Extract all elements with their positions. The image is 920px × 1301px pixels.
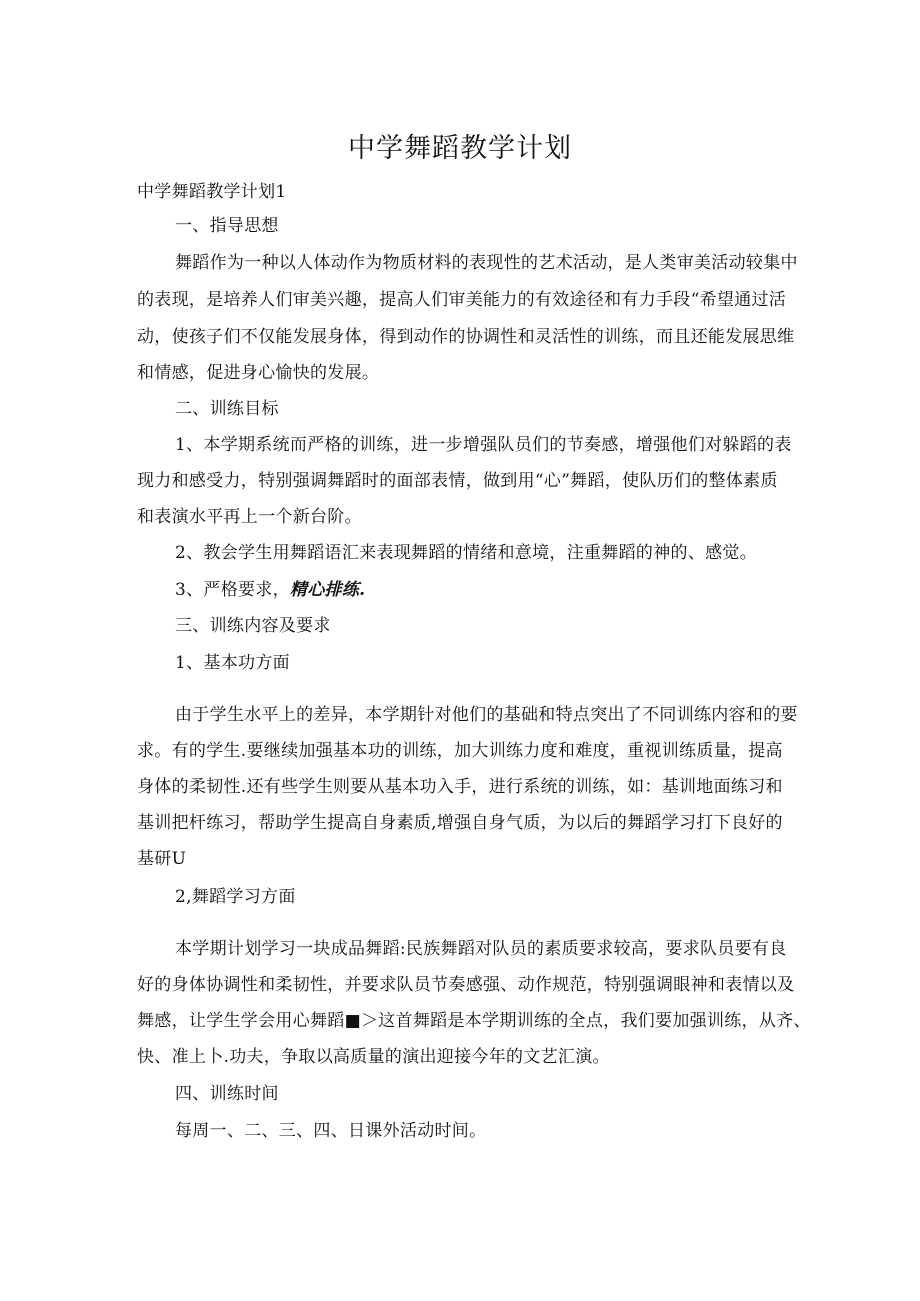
section3-sub1-line-4: 基训把杆练习，帮助学生提高自身素质,增强自身气质，为以后的舞蹈学习打下良好的: [137, 813, 783, 833]
section3-sub1-line-3: 身体的柔韧性.还有些学生则要从基本功入手，进行系统的训练，如：基训地面练习和: [137, 777, 783, 797]
section2-item3-prefix: 3、严格要求，: [175, 580, 290, 600]
section1-line-2: 的表现，是培养人们审美兴趣，提高人们审美能力的有效途径和有力手段“希望通过活: [137, 290, 787, 310]
section3-sub2-heading: 2,舞蹈学习方面: [175, 887, 296, 907]
section1-line-4: 和情感，促进身心愉快的发展。: [137, 363, 380, 383]
section1-line-3: 动，使孩子们不仅能发展身体，得到动作的协调性和灵活性的训练，而且还能发展思维: [137, 327, 795, 347]
section3-sub1-line-5: 基研U: [137, 849, 187, 869]
section3-sub2-line-1: 本学期计划学习一块成品舞蹈:民族舞蹈对队员的素质要求较高，要求队员要有良: [175, 939, 787, 959]
section3-sub2-line-3: 舞感，让学生学会用心舞蹈■＞这首舞蹈是本学期训练的全点，我们要加强训练，从齐、: [137, 1011, 811, 1031]
section2-item3-emphasis: 精心排练.: [289, 580, 366, 600]
section2-item1-line-2: 现力和感受力，特别强调舞蹈时的面部表情，做到用“心”舞蹈，使队历们的整体素质: [137, 471, 778, 491]
section1-heading: 一、指导思想: [175, 216, 279, 236]
document-subtitle: 中学舞蹈教学计划1: [137, 182, 287, 202]
section3-sub2-line-2: 好的身体协调性和柔韧性，并要求队员节奏感强、动作规范，特别强调眼神和表情以及: [137, 975, 795, 995]
section3-sub1-line-1: 由于学生水平上的差异，本学期针对他们的基础和特点突出了不同训练内容和的要: [175, 705, 798, 725]
section2-item3: [175, 578, 365, 602]
section2-item2: 2、教会学生用舞蹈语汇来表现舞蹈的情绪和意境，注重舞蹈的神的、感觉。: [175, 543, 758, 563]
section3-sub1-line-2: 求。有的学生.要继续加强基本功的训练，加大训练力度和难度，重视训练质量，提高: [137, 741, 783, 761]
section3-heading: 三、训练内容及要求: [175, 616, 331, 636]
section3-sub2-line-4: 快、准上卜.功夫，争取以高质量的演出迎接今年的文艺汇演。: [137, 1047, 610, 1067]
section4-heading: 四、训练时间: [175, 1084, 279, 1104]
section2-heading: 二、训练目标: [175, 399, 279, 419]
section1-line-1: 舞蹈作为一种以人体动作为物质材料的表现性的艺术活动，是人类审美活动较集中: [175, 253, 798, 273]
section4-text: 每周一、二、三、四、日课外活动时间。: [175, 1121, 487, 1141]
section2-item1-line-3: 和表演水平再上一个新台阶。: [137, 507, 362, 527]
section3-sub1-heading: 1、基本功方面: [175, 653, 290, 673]
section2-item1-line-1: 1、本学期系统而严格的训练，进一步增强队员们的节奏感，增强他们对躲蹈的表: [175, 435, 792, 455]
document-title: 中学舞蹈教学计划: [348, 133, 572, 164]
